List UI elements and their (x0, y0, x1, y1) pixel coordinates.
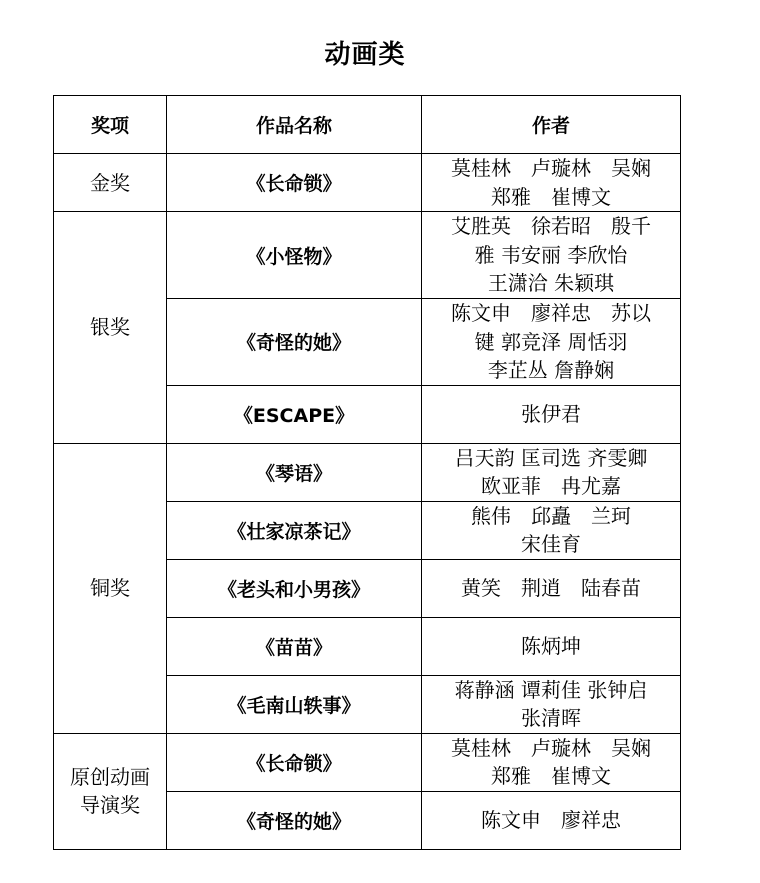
author-names: 黄笑 荆逍 陆春苗 (422, 559, 681, 617)
page-title: 动画类 (324, 40, 406, 70)
header-author: 作者 (422, 96, 681, 154)
author-names: 熊伟 邱矗 兰珂 宋佳育 (422, 501, 681, 559)
table-row (54, 154, 681, 212)
work-title: 《小怪物》 (167, 212, 422, 299)
award-director: 原创动画 导演奖 (54, 733, 167, 849)
header-award: 奖项 (54, 96, 167, 154)
author-names: 陈文申 廖祥忠 (422, 791, 681, 849)
author-names: 艾胜英 徐若昭 殷千 雅 韦安丽 李欣怡 王潇洽 朱颖琪 (422, 212, 681, 299)
table-header-row (54, 96, 681, 154)
work-title: 《毛南山轶事》 (167, 675, 422, 733)
award-bronze: 铜奖 (54, 443, 167, 733)
work-title: 《奇怪的她》 (167, 299, 422, 386)
header-work: 作品名称 (167, 96, 422, 154)
table-row (54, 443, 681, 501)
work-title: 《老头和小男孩》 (167, 559, 422, 617)
work-title: 《苗苗》 (167, 617, 422, 675)
table-row (54, 212, 681, 299)
work-title: 《长命锁》 (167, 733, 422, 791)
table-row (54, 733, 681, 791)
award-gold: 金奖 (54, 154, 167, 212)
author-names: 陈炳坤 (422, 617, 681, 675)
work-title: 《长命锁》 (167, 154, 422, 212)
author-names: 张伊君 (422, 385, 681, 443)
author-names: 蒋静涵 谭莉佳 张钟启 张清晖 (422, 675, 681, 733)
author-names: 莫桂林 卢璇林 吴娴 郑雅 崔博文 (422, 733, 681, 791)
work-title: 《琴语》 (167, 443, 422, 501)
award-silver: 银奖 (54, 212, 167, 444)
author-names: 吕天韵 匡司选 齐雯卿 欧亚菲 冉尤嘉 (422, 443, 681, 501)
work-title: 《ESCAPE》 (167, 385, 422, 443)
author-names: 陈文申 廖祥忠 苏以 键 郭竞泽 周恬羽 李芷丛 詹静娴 (422, 299, 681, 386)
awards-table (53, 95, 681, 850)
work-title: 《奇怪的她》 (167, 791, 422, 849)
work-title: 《壮家凉茶记》 (167, 501, 422, 559)
author-names: 莫桂林 卢璇林 吴娴 郑雅 崔博文 (422, 154, 681, 212)
